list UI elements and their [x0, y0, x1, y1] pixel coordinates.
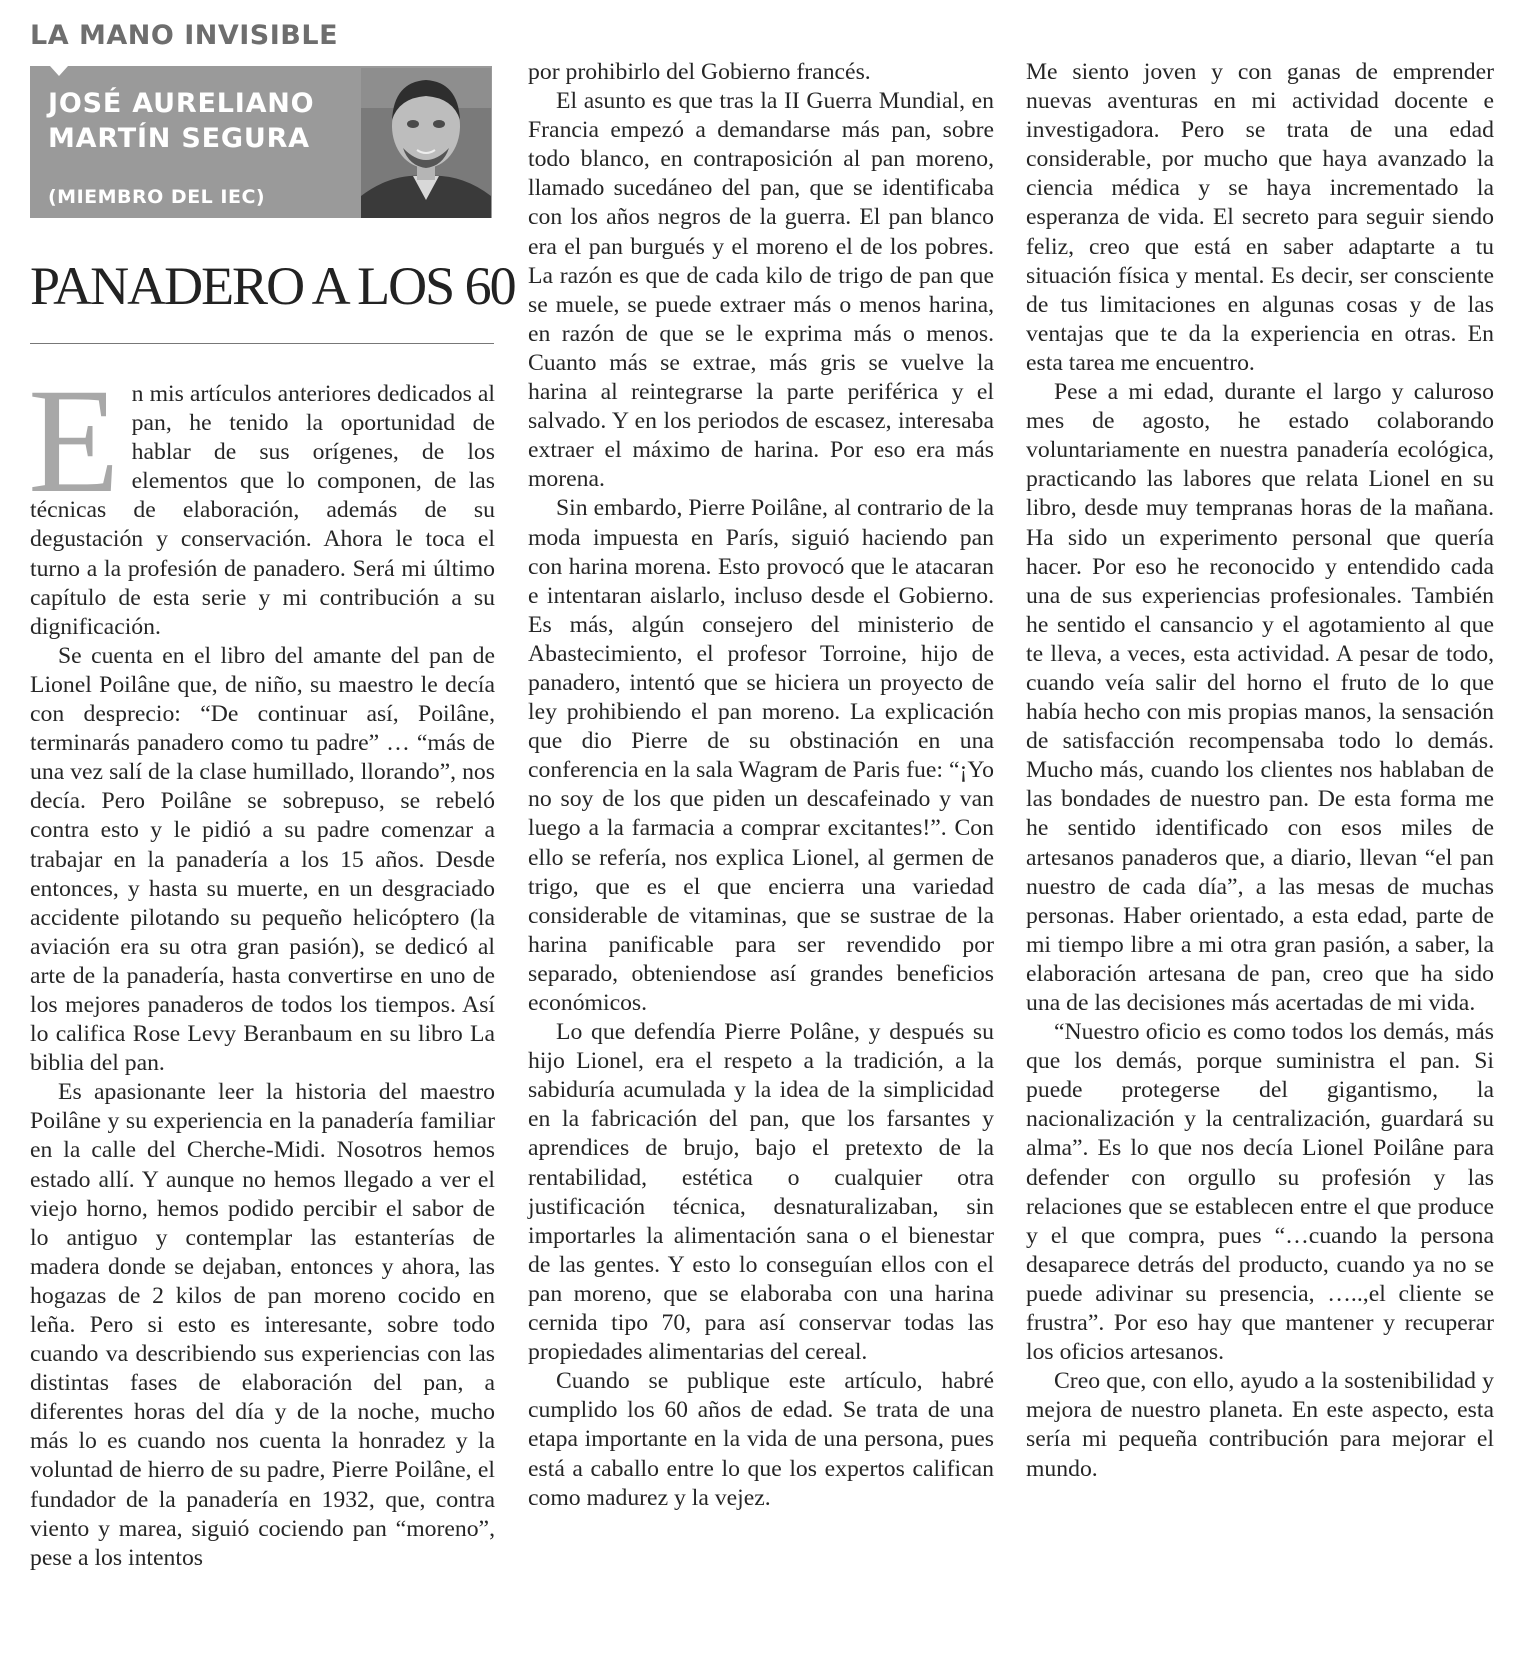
- article-paragraph: Me siento joven y con ganas de emprender nuevas aventuras en mi actividad docente e investigadora. Pero se trata de una edad considerable, por mucho que haya avanzado la ciencia médica y se haya incrementado la esperanza de vida. El secreto para seguir siendo feliz, creo que está en saber adaptarte a tu situación física y mental. Es decir, ser consciente de tus limitaciones en algunas cosas y de las ventajas que te da la experiencia en otras. En esta tarea me encuentro.: [1026, 59, 1494, 376]
- article-column-1: [28, 358, 495, 1573]
- byline-box: [30, 66, 492, 218]
- author-name: [48, 86, 314, 156]
- section-title: LA MANO INVISIBLE: [30, 20, 339, 51]
- headline: PANADERO A LOS 60: [30, 256, 515, 316]
- article-paragraph: El asunto es que tras la II Guerra Mundial, en Francia empezó a demandarse más pan, sobre todo blanco, en contraposición al pan moreno, llamado sucedáneo del pan, que se identificaba con los años negros de la guerra. El pan blanco era el pan burgués y el moreno el de los pobres. La razón es que de cada kilo de trigo de pan que se muele, se puede extraer más o menos harina, en razón de que se le exprima más o menos. Cuanto más se extrae, más gris se vuelve la harina al reintegrarse la parte periférica y el salvado. Y en los periodos de escasez, interesaba extraer el máximo de harina. Por eso era más morena.: [528, 88, 994, 493]
- headline-divider: [30, 343, 494, 344]
- article-paragraph: Lo que defendía Pierre Polâne, y después su hijo Lionel, era el respeto a la tradición, a la sabiduría acumulada y la idea de la simplicidad en la fabricación del pan, que los farsantes y aprendices de brujo, bajo el pretexto de la rentabilidad, estética o cualquier otra justificación técnica, desnaturalizaban, sin importarles la alimentación sana o el bienestar de las gentes. Y esto lo conseguían ellos con el pan moreno, que se elaboraba con una harina cernida tipo 70, para así conservar todas las propiedades alimentarias del cereal.: [528, 1019, 994, 1366]
- author-role: (MIEMBRO DEL IEC): [48, 186, 266, 208]
- article-paragraph: por prohibirlo del Gobierno francés.: [528, 59, 871, 85]
- paragraph-text: n mis artículos anteriores dedicados al pan, he tenido la oportunidad de hablar de sus orígenes, de los elementos que lo componen, de las técnicas de elaboración, además de su degustación y conservación. Ahora le toca el turno a la profesión de panadero. Será mi último capítulo de esta serie y mi contribución a su dignificación.: [30, 381, 495, 640]
- author-name-line-1: JOSÉ AURELIANO: [48, 88, 315, 119]
- article-paragraph: Es apasionante leer la historia del maestro Poilâne y su experiencia en la panadería familiar en la calle del Cherche-Midi. Nosotros hemos estado allí. Y aunque no hemos llegado a ver el viejo horno, hemos podido percibir el sabor de lo antiguo y contemplar las estanterías de madera donde se dejaban, entonces y ahora, las hogazas de 2 kilos de pan moreno cocido en leña. Pero si esto es interesante, sobre todo cuando va describiendo sus experiencias con las distintas fases de elaboración del pan, a diferentes horas del día y de la noche, mucho más lo es cuando nos cuenta la honradez y la voluntad de hierro de su padre, Pierre Poilâne, el fundador de la panadería en 1932, que, contra viento y marea, siguió cociendo pan “moreno”, pese a los intentos: [30, 1079, 495, 1571]
- article-paragraph: [28, 358, 495, 642]
- article-paragraph: Pese a mi edad, durante el largo y caluroso mes de agosto, he estado colaborando voluntariamente en nuestra panadería ecológica, practicando las labores que relata Lionel en su libro, desde muy tempranas horas de la mañana. Ha sido un experimento personal que quería hacer. Por eso he reconocido y entendido cada una de sus experiencias profesionales. También he sentido el cansancio y el agotamiento al que te lleva, a veces, esta actividad. A pesar de todo, cuando veía salir del horno el fruto de lo que había hecho con mis propias manos, la sensación de satisfacción recompensaba todo lo demás. Mucho más, cuando los clientes nos hablaban de las bondades de nuestro pan. De esta forma me he sentido identificado con esos miles de artesanos panaderos que, a diario, llevan “el pan nuestro de cada día”, a las mesas de muchas personas. Haber orientado, a esta edad, parte de mi tiempo libre a mi otra gran pasión, a saber, la elaboración artesana de pan, creo que ha sido una de las decisiones más acertadas de mi vida.: [1026, 379, 1494, 1016]
- article-paragraph: Cuando se publique este artículo, habré cumplido los 60 años de edad. Se trata de una etapa importante en la vida de una persona, pues está a caballo entre lo que los expertos califican como madurez y la vejez.: [528, 1368, 994, 1511]
- author-photo: [361, 68, 491, 218]
- article-paragraph: Creo que, con ello, ayudo a la sostenibilidad y mejora de nuestro planeta. En este aspecto, esta sería mi pequeña contribución para mejorar el mundo.: [1026, 1368, 1494, 1482]
- article-column-3: [1026, 58, 1494, 1484]
- article-paragraph: Se cuenta en el libro del amante del pan de Lionel Poilâne que, de niño, su maestro le decía con desprecio: “De continuar así, Poilâne, terminarás panadero como tu padre” … “más de una vez salí de la clase humillado, llorando”, nos decía. Pero Poilâne se sobrepuso, se rebeló contra esto y le pidió a su padre comenzar a trabajar en la panadería a los 15 años. Desde entonces, y hasta su muerte, en un desgraciado accidente pilotando su pequeño helicóptero (la aviación era su otra gran pasión), se dedicó al arte de la panadería, hasta convertirse en uno de los mejores panaderos de todos los tiempos. Así lo califica Rose Levy Beranbaum en su libro La biblia del pan.: [30, 642, 495, 1077]
- article-column-2: [528, 58, 994, 1513]
- article-paragraph: “Nuestro oficio es como todos los demás, más que los demás, porque suministra el pan. Si puede protegerse del gigantismo, la nacionalización y la centralización, guardará su alma”. Es lo que nos decía Lionel Poilâne para defender con orgullo su profesión y las relaciones que se establecen entre el que produce y el que compra, pues “…cuando la persona desaparece detrás del producto, cuando ya no se puede adivinar su presencia, …..,el cliente se frustra”. Por eso hay que mantener y recuperar los oficios artesanos.: [1026, 1019, 1494, 1366]
- byline-notch: [50, 66, 68, 76]
- author-name-line-2: MARTÍN SEGURA: [48, 123, 310, 154]
- article-paragraph: Sin embardo, Pierre Poilâne, al contrario de la moda impuesta en París, siguió haciendo pan con harina morena. Esto provocó que le atacaran e intentaran aislarlo, incluso desde el Gobierno. Es más, algún consejero del ministerio de Abastecimiento, el profesor Torroine, hijo de panadero, intentó que se hiciera un proyecto de ley prohibiendo el pan moreno. La explicación que dio Pierre de su obstinación en una conferencia en la sala Wagram de Paris fue: “¡Yo no soy de los que piden un descafeinado y van luego a la farmacia a comprar excitantes!”. Con ello se refería, nos explica Lionel, al germen de trigo, que es el que encierra una variedad considerable de vitaminas, que se sustrae de la harina panificable para ser revendido por separado, obteniendose así grandes beneficios económicos.: [528, 495, 994, 1016]
- drop-cap: E: [28, 358, 120, 524]
